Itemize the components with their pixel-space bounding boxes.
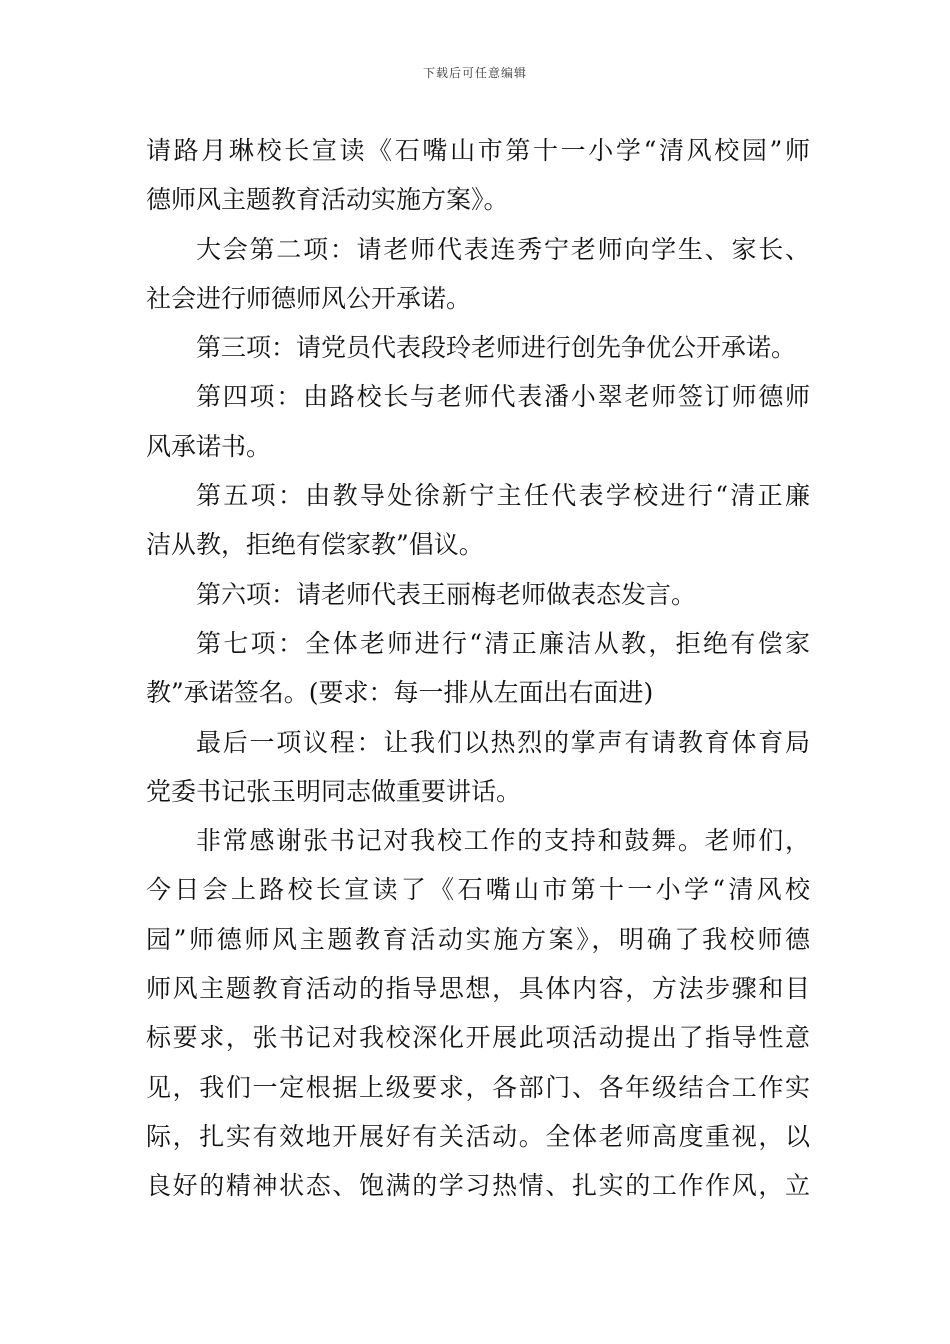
text-line: 第三项：请党员代表段玲老师进行创先争优公开承诺。 <box>196 333 797 363</box>
text-line: 见，我们一定根据上级要求，各部门、各年级结合工作实 <box>146 1072 810 1102</box>
text-line: 标要求，张书记对我校深化开展此项活动提出了指导性意 <box>146 1023 810 1053</box>
text-line: 大会第二项：请老师代表连秀宁老师向学生、家长、 <box>196 234 810 264</box>
text-line: 请路月琳校长宣读《石嘴山市第十一小学“清风校园”师 <box>146 136 810 165</box>
text-line: 教”承诺签名。(要求：每一排从左面出右面进) <box>146 678 654 708</box>
text-line: 最后一项议程：让我们以热烈的掌声有请教育体育局 <box>196 727 810 757</box>
text-line: 第四项：由路校长与老师代表潘小翠老师签订师德师 <box>196 382 810 412</box>
text-line: 际，扎实有效地开展好有关活动。全体老师高度重视，以 <box>146 1121 810 1151</box>
text-line: 第七项：全体老师进行“清正廉洁从教，拒绝有偿家 <box>196 628 810 658</box>
text-line: 第六项：请老师代表王丽梅老师做表态发言。 <box>196 579 697 609</box>
text-line: 师风主题教育活动的指导思想，具体内容，方法步骤和目 <box>146 974 810 1004</box>
text-line: 良好的精神状态、饱满的学习热情、扎实的工作作风，立 <box>146 1171 810 1201</box>
text-line: 非常感谢张书记对我校工作的支持和鼓舞。老师们， <box>196 826 810 856</box>
text-line: 风承诺书。 <box>146 431 272 461</box>
text-line: 德师风主题教育活动实施方案》。 <box>146 185 509 215</box>
text-line: 社会进行师德师风公开承诺。 <box>146 283 472 313</box>
text-line: 园”师德师风主题教育活动实施方案》，明确了我校师德 <box>146 924 810 954</box>
text-line: 今日会上路校长宣读了《石嘴山市第十一小学“清风校 <box>146 875 810 905</box>
text-line: 洁从教，拒绝有偿家教”倡议。 <box>146 530 484 560</box>
header-note: 下载后可任意编辑 <box>422 66 527 80</box>
text-line: 第五项：由教导处徐新宁主任代表学校进行“清正廉 <box>196 481 810 511</box>
text-line: 党委书记张玉明同志做重要讲话。 <box>146 776 522 806</box>
document-body <box>146 126 810 1211</box>
